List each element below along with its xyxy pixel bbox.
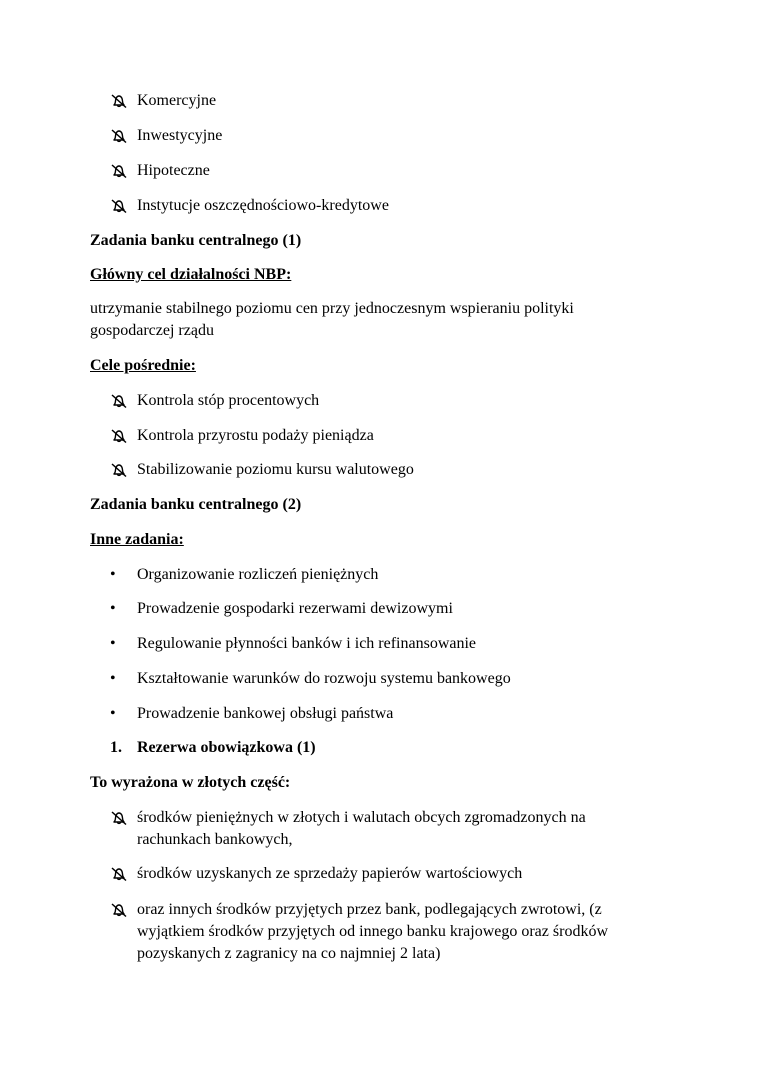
bullet: • (110, 566, 116, 583)
bell-off-icon (110, 128, 128, 144)
list-item-text: Stabilizowanie poziomu kursu walutowego (137, 461, 414, 478)
list-item-text: Prowadzenie gospodarki rezerwami dewizowymi (137, 600, 453, 617)
bell-off-icon (110, 462, 128, 478)
list-item-text: Prowadzenie bankowej obsługi państwa (137, 705, 394, 722)
bell-off-icon (110, 428, 128, 444)
bell-off-icon (110, 198, 128, 214)
paragraph: utrzymanie stabilnego poziomu cen przy jednoczesnym wspieraniu polityki (90, 300, 574, 317)
list-item-text: Hipoteczne (137, 162, 210, 179)
bell-off-icon (110, 902, 128, 918)
list-item-text: Organizowanie rozliczeń pieniężnych (137, 566, 379, 583)
numbered-heading-text: Rezerwa obowiązkowa (1) (137, 739, 316, 756)
bullet: • (110, 635, 116, 652)
list-number: 1. (110, 739, 122, 756)
list-item-text: Kształtowanie warunków do rozwoju systemu bankowego (137, 670, 511, 687)
subheading: Główny cel działalności NBP: (90, 266, 292, 283)
list-item-text: środków pieniężnych w złotych i walutach obcych zgromadzonych na rachunkach bankowych, (137, 809, 586, 848)
bell-off-icon (110, 93, 128, 109)
list-item-text: oraz innych środków przyjętych przez bank, podlegających zwrotowi, (z wyjątkiem środków przyjętych od innego banku krajowego oraz środków pozyskanych z zagranicy na co najmniej 2 lata) (137, 901, 608, 962)
list-item-text: Inwestycyjne (137, 127, 223, 144)
bullet: • (110, 670, 116, 687)
section-heading: Zadania banku centralnego (2) (90, 496, 302, 513)
list-item-text: Instytucje oszczędnościowo-kredytowe (137, 197, 389, 214)
bell-off-icon (110, 866, 128, 882)
subheading: To wyrażona w złotych część: (90, 774, 291, 791)
list-item-text: środków uzyskanych ze sprzedaży papierów wartościowych (137, 865, 523, 882)
bullet: • (110, 600, 116, 617)
list-item-text: Komercyjne (137, 92, 217, 109)
subheading: Cele pośrednie: (90, 357, 196, 374)
section-heading: Zadania banku centralnego (1) (90, 232, 302, 249)
bell-off-icon (110, 163, 128, 179)
bell-off-icon (110, 393, 128, 409)
subheading: Inne zadania: (90, 531, 184, 548)
list-item-text: Kontrola przyrostu podaży pieniądza (137, 427, 374, 444)
bullet: • (110, 705, 116, 722)
paragraph: gospodarczej rządu (90, 322, 214, 339)
list-item-text: Kontrola stóp procentowych (137, 392, 320, 409)
bell-off-icon (110, 810, 128, 826)
list-item-text: Regulowanie płynności banków i ich refinansowanie (137, 635, 477, 652)
